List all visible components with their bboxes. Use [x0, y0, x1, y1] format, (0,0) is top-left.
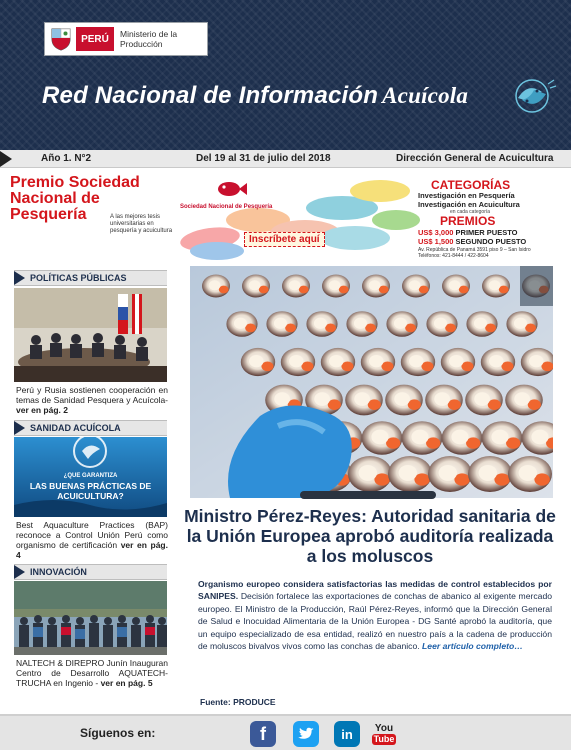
scallop-meat: [249, 280, 261, 290]
article-text: Decisión fortalece las exportaciones de conchas de abanico al exigente mercado europeo. El Ministro de la Producción, Raúl Pérez-Reyes, informó que la Dirección General de Salud e Inocuidad Alimentaria de la Unión Europea - DG Santé aprobó la auditoría, que un equipo especializado de esa entidad, realizó en nuestro país a la cadena de producción de moluscos bivalvos vivos como las conchas de abanico.: [198, 591, 552, 652]
fish-shape-5: [320, 226, 390, 250]
caption-link[interactable]: ver en pág. 2: [16, 405, 68, 415]
prize-item: [418, 228, 518, 237]
scallop-roe: [525, 324, 536, 333]
scallop-roe: [454, 473, 469, 485]
scallop-meat: [369, 280, 381, 290]
follow-label: Síguenos en:: [80, 726, 156, 740]
scallop-meat: [409, 355, 423, 367]
read-more-link[interactable]: Leer artículo completo…: [422, 641, 523, 652]
scallop-roe: [341, 361, 353, 371]
scallop-roe: [485, 324, 496, 333]
scallop-roe: [466, 437, 480, 448]
scallop-roe: [301, 361, 313, 371]
caption-text: NALTECH & DIREPRO Junín Inauguran Centro de Desarrollo AQUATECH-TRUCHA en Ingenio -: [16, 658, 168, 688]
main-photo-scallops[interactable]: [190, 266, 553, 498]
scallop-roe: [219, 286, 229, 294]
scallop-meat: [329, 280, 341, 290]
scallop-roe: [328, 399, 341, 410]
prize-subtitle: A las mejores tesis universitarias en pesquería y acuicultura: [110, 214, 173, 234]
facebook-icon[interactable]: [250, 721, 276, 747]
scallop-meat: [474, 318, 487, 329]
linkedin-glyph: in: [341, 726, 353, 742]
scallop-roe: [445, 324, 456, 333]
scallop-meat: [519, 465, 537, 481]
prize-place: PRIMER PUESTO: [455, 228, 518, 237]
scallop-meat: [399, 465, 417, 481]
article-body: [198, 578, 552, 652]
categories-title: CATEGORÍAS: [431, 178, 511, 192]
scallop-meat: [394, 318, 407, 329]
facebook-glyph: f: [260, 723, 266, 744]
scallop-meat: [434, 318, 447, 329]
youtube-you: You: [374, 723, 394, 734]
scallop-meat: [371, 430, 388, 445]
fish-emblem-icon: [506, 74, 558, 118]
scallop-roe: [405, 324, 416, 333]
scallop-roe: [299, 286, 309, 294]
scallop-meat: [369, 355, 383, 367]
scallop-meat: [354, 318, 367, 329]
prize-item: [418, 237, 526, 246]
categories-note: en cada categoría: [450, 209, 491, 215]
ministry-name: Ministerio de la Producción: [120, 29, 178, 49]
scallop-roe: [421, 361, 433, 371]
scallop-meat: [449, 355, 463, 367]
scallop-meat: [289, 355, 303, 367]
title-script: Acuícola: [382, 83, 469, 108]
scallop-meat: [451, 430, 468, 445]
issue-dates: Del 19 al 31 de julio del 2018: [196, 153, 331, 164]
scallop-roe: [426, 437, 440, 448]
prize-title-text: Premio Sociedad Nacional de Pesquería: [10, 174, 140, 223]
prize-banner[interactable]: [0, 170, 571, 260]
linkedin-icon[interactable]: [334, 721, 360, 747]
fish-shape-8: [190, 242, 244, 260]
section-arrow-icon: [14, 271, 25, 285]
source-label: Fuente:: [200, 697, 231, 707]
photo-tab-bar: [300, 491, 436, 499]
scallop-roe: [461, 361, 473, 371]
issue-arrow-icon: [0, 151, 12, 167]
scallop-roe: [534, 473, 549, 485]
scallop-roe: [368, 399, 381, 410]
scallop-meat: [479, 465, 497, 481]
scallop-roe: [459, 286, 469, 294]
category-item: Investigación en Acuicultura: [418, 200, 520, 209]
scallop-meat: [314, 392, 330, 406]
scallop-meat: [529, 355, 543, 367]
article-lead: Organismo europeo considera satisfactorias las medidas de control establecidos por SANIPES.: [198, 579, 552, 602]
scallop-roe: [414, 473, 429, 485]
caption-peru-russia: [16, 385, 168, 415]
article-source: [200, 697, 276, 707]
scallop-roe: [386, 437, 400, 448]
scallop-roe: [448, 399, 461, 410]
scallop-roe: [365, 324, 376, 333]
section-header-sanidad: [14, 420, 167, 436]
caption-text: Best Aquaculture Practices (BAP) reconoce a Control Unión Perú como organismo de certificación: [16, 520, 168, 550]
scallop-roe: [499, 286, 509, 294]
scallop-roe: [259, 286, 269, 294]
scallop-meat: [274, 318, 287, 329]
issue-number: Año 1. N°2: [41, 153, 92, 164]
scallop-meat: [489, 280, 501, 290]
scallop-roe: [506, 437, 520, 448]
section-header-politicas: [14, 270, 167, 286]
scallop-meat: [354, 392, 370, 406]
scallop-roe: [339, 286, 349, 294]
scallop-meat: [249, 355, 263, 367]
prize-amount: US$ 3,000: [418, 228, 454, 237]
scallop-roe: [494, 473, 509, 485]
newsletter-title: [42, 82, 468, 110]
section-arrow-icon: [14, 421, 25, 435]
issue-department: Dirección General de Acuicultura: [396, 153, 554, 164]
scallop-meat: [411, 430, 428, 445]
prize-phones: Teléfonos: 421-8444 / 422-8604: [418, 253, 489, 259]
scallop-meat: [491, 430, 508, 445]
scallop-roe: [245, 324, 256, 333]
caption-aquatech: [16, 658, 168, 688]
scallop-roe: [501, 361, 513, 371]
scallop-meat: [329, 355, 343, 367]
scallop-meat: [531, 430, 548, 445]
fish-shape-6: [350, 180, 410, 202]
scallop-roe: [528, 399, 541, 410]
prize-amount: US$ 1,500: [418, 237, 454, 246]
scallop-meat: [439, 465, 457, 481]
youtube-tube: Tube: [373, 734, 395, 744]
prize-address: Av. República de Panamá 3591 piso 9 – San Isidro: [418, 247, 531, 253]
sponsor-logo-icon: [214, 176, 248, 200]
bap-question: ¿QUE GARANTIZA: [63, 473, 118, 479]
scallop-roe: [325, 324, 336, 333]
footer-social: [0, 714, 571, 750]
scallop-meat: [274, 392, 290, 406]
sponsor-name: Sociedad Nacional de Pesquería: [180, 204, 273, 210]
caption-link[interactable]: ver en pág. 5: [100, 678, 153, 688]
scallop-roe: [381, 361, 393, 371]
image-bap-practices[interactable]: [14, 437, 167, 517]
issue-bar: [0, 150, 571, 168]
section-header-innovacion: [14, 564, 167, 580]
prizes-title: PREMIOS: [440, 214, 496, 228]
register-button[interactable]: Inscríbete aquí: [244, 232, 325, 247]
scallop-meat: [514, 392, 530, 406]
scallop-roe: [285, 324, 296, 333]
scallop-meat: [474, 392, 490, 406]
caption-link[interactable]: ver en pág. 4: [16, 540, 168, 560]
scallop-meat: [314, 318, 327, 329]
scallop-meat: [209, 280, 221, 290]
section-label: SANIDAD ACUÍCOLA: [30, 423, 121, 433]
title-main: Red Nacional de Información: [42, 82, 379, 109]
header-banner: [0, 0, 571, 150]
section-arrow-icon: [14, 565, 25, 579]
scallop-roe: [419, 286, 429, 294]
photo-peru-russia-meeting[interactable]: [14, 288, 167, 382]
scallop-meat: [434, 392, 450, 406]
scallop-meat: [514, 318, 527, 329]
scallop-meat: [409, 280, 421, 290]
scallop-roe: [379, 286, 389, 294]
scallop-meat: [449, 280, 461, 290]
scallop-meat: [394, 392, 410, 406]
scallop-roe: [374, 473, 389, 485]
bap-headline: LAS BUENAS PRÁCTICAS DE ACUICULTURA?: [29, 481, 152, 501]
article-headline[interactable]: Ministro Pérez-Reyes: Autoridad sanitaria de la Unión Europea aprobó auditoría realizada a los moluscos: [184, 506, 556, 566]
youtube-icon[interactable]: [372, 719, 396, 749]
category-item: Investigación en Pesquería: [418, 191, 515, 200]
section-label: POLÍTICAS PÚBLICAS: [30, 273, 127, 283]
scallop-meat: [359, 465, 377, 481]
scallop-roe: [408, 399, 421, 410]
scallop-meat: [489, 355, 503, 367]
scallop-meat: [289, 280, 301, 290]
twitter-bird-icon: [297, 727, 315, 742]
scallop-meat: [234, 318, 247, 329]
section-label: INNOVACIÓN: [30, 567, 87, 577]
fish-shape-7: [372, 210, 420, 230]
photo-aquatech-inauguration[interactable]: [14, 581, 167, 655]
caption-bap: [16, 520, 168, 560]
peru-brand: PERÚ: [76, 27, 114, 51]
prize-place: SEGUNDO PUESTO: [455, 237, 527, 246]
twitter-icon[interactable]: [293, 721, 319, 747]
scallop-roe: [261, 361, 273, 371]
source-name: PRODUCE: [233, 697, 276, 707]
caption-text: Perú y Rusia sostienen cooperación en temas de Sanidad Pesquera y Acuícola-: [16, 385, 168, 405]
scallop-roe: [488, 399, 501, 410]
coat-of-arms-icon: [49, 26, 73, 52]
ministry-logo[interactable]: [44, 22, 208, 56]
